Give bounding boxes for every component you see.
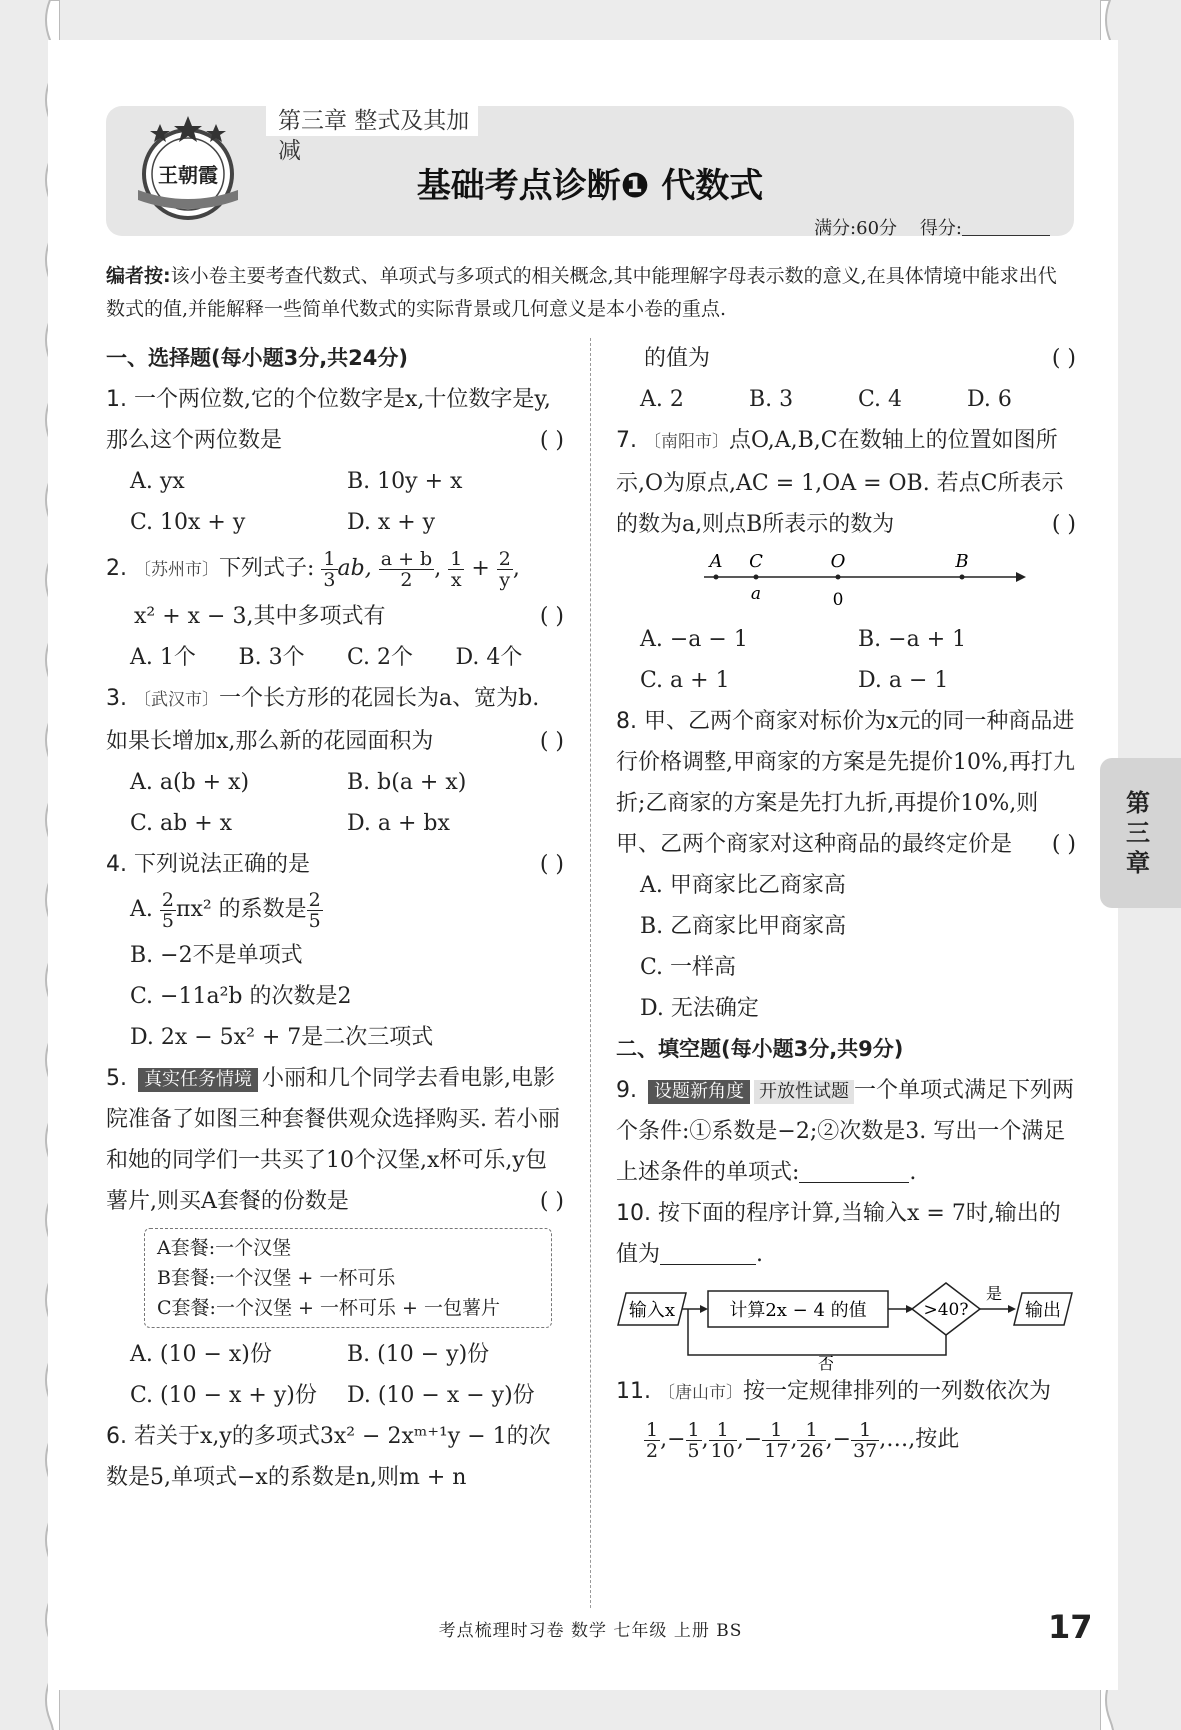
header-banner bbox=[106, 106, 1074, 239]
column-divider bbox=[590, 338, 591, 1608]
q5-options bbox=[106, 1334, 564, 1375]
q5-option-a[interactable]: A. (10 − x)份 bbox=[130, 1342, 272, 1367]
q6-option-a[interactable]: A. 2 bbox=[640, 387, 684, 412]
flow-calc-label: 计算2x − 4 的值 bbox=[729, 1300, 867, 1321]
q9-tag-1: 设题新角度 bbox=[648, 1080, 750, 1104]
q1-options bbox=[106, 461, 564, 502]
score-label: 得分: bbox=[919, 218, 962, 239]
q11-separator: , bbox=[701, 1427, 709, 1452]
q6-option-c[interactable]: C. 4 bbox=[858, 387, 903, 412]
point-o-dot bbox=[836, 575, 841, 580]
page-title: 基础考点诊断❶ 代数式 bbox=[416, 166, 764, 206]
right-column bbox=[616, 338, 1076, 1466]
q11-sequence bbox=[616, 1414, 1076, 1466]
q2-fraction-3: $\frac{1}{x}$ bbox=[450, 547, 463, 591]
q7-option-a[interactable]: A. −a − 1 bbox=[640, 627, 748, 652]
q2-comma: , bbox=[434, 556, 442, 581]
flow-no-label: 否 bbox=[817, 1354, 835, 1371]
logo-text: 王朝霞 bbox=[158, 163, 218, 187]
q8-number: 8. bbox=[616, 709, 637, 734]
q11-fraction-6: $\frac{1}{37}$ bbox=[853, 1418, 878, 1462]
q2-option-a[interactable]: A. 1个 bbox=[130, 645, 196, 670]
q4-option-c[interactable]: C. −11a²b 的次数是2 bbox=[130, 984, 352, 1009]
full-score: 满分:60分 bbox=[814, 218, 898, 239]
q8-option-a[interactable]: A. 甲商家比乙商家高 bbox=[640, 873, 846, 898]
q6-number: 6. bbox=[106, 1424, 127, 1449]
q3-options-row2 bbox=[106, 803, 564, 844]
q11-fraction-4: $\frac{1}{17}$ bbox=[764, 1418, 789, 1462]
q11-tail: ,…,按此 bbox=[879, 1427, 960, 1452]
q9-text: 一个单项式满足下列两个条件:①系数是−2;②次数是3. 写出一个满足上述条件的单项式: bbox=[616, 1078, 1075, 1185]
q7-answer-paren[interactable]: ( ) bbox=[1051, 512, 1076, 537]
q4-option-a-label: A. bbox=[130, 897, 153, 922]
q5-option-b[interactable]: B. (10 − y)份 bbox=[347, 1342, 490, 1367]
q10-number: 10. bbox=[616, 1201, 651, 1226]
q8-option-b[interactable]: B. 乙商家比甲商家高 bbox=[640, 914, 847, 939]
question-1 bbox=[106, 379, 564, 461]
q5-menu-a: A套餐:一个汉堡 bbox=[157, 1237, 292, 1259]
q2-term-ab: ab, bbox=[337, 556, 372, 581]
page-footer: 考点梳理时习卷 数学 七年级 上册 BS bbox=[438, 1621, 743, 1641]
q5-answer-paren[interactable]: ( ) bbox=[539, 1189, 564, 1214]
question-2 bbox=[106, 543, 564, 596]
q5-options-row2 bbox=[106, 1375, 564, 1416]
q11-text: 按一定规律排列的一列数依次为 bbox=[743, 1379, 1052, 1404]
q7-option-d[interactable]: D. a − 1 bbox=[858, 668, 949, 693]
q1-option-a[interactable]: A. yx bbox=[130, 469, 185, 494]
q8-answer-paren[interactable]: ( ) bbox=[1051, 832, 1076, 857]
q4-option-b[interactable]: B. −2不是单项式 bbox=[130, 943, 303, 968]
point-c-dot bbox=[754, 575, 759, 580]
q10-end: . bbox=[756, 1242, 764, 1267]
q1-text: 一个两位数,它的个位数字是x,十位数字是y,那么这个两位数是 bbox=[106, 387, 551, 453]
q9-number: 9. bbox=[616, 1078, 637, 1103]
point-o-value: 0 bbox=[832, 590, 844, 610]
point-b-dot bbox=[960, 575, 965, 580]
q7-option-c[interactable]: C. a + 1 bbox=[640, 668, 730, 693]
point-o-label: O bbox=[830, 551, 846, 572]
q2-source: 〔苏州市〕 bbox=[134, 560, 219, 580]
q5-menu-c: C套餐:一个汉堡 + 一杯可乐 + 一包薯片 bbox=[157, 1297, 500, 1319]
q4-option-a-frac2: $\frac{2}{5}$ bbox=[308, 888, 321, 932]
q9-end: . bbox=[909, 1160, 917, 1185]
flow-yes-label: 是 bbox=[985, 1284, 1003, 1303]
q8-text: 甲、乙两个商家对标价为x元的同一种商品进行价格调整,甲商家的方案是先提价10%,再打九折;乙商家的方案是先打九折,再提价10%,则甲、乙两个商家对这种商品的最终定价是 bbox=[616, 709, 1075, 857]
q6-answer-paren[interactable]: ( ) bbox=[1051, 346, 1076, 371]
q6-text: 若关于x,y的多项式3x² − 2xᵐ⁺¹y − 1的次数是5,单项式−x的系数是n,则m + n bbox=[106, 1424, 551, 1490]
q2-option-d[interactable]: D. 4个 bbox=[455, 645, 523, 670]
q7-option-b[interactable]: B. −a + 1 bbox=[858, 627, 967, 652]
question-11 bbox=[616, 1371, 1076, 1414]
q5-option-d[interactable]: D. (10 − x − y)份 bbox=[347, 1383, 535, 1408]
q9-tag-2: 开放性试题 bbox=[754, 1080, 854, 1104]
q11-fraction-3: $\frac{1}{10}$ bbox=[710, 1418, 735, 1462]
q3-text: 一个长方形的花园长为a、宽为b. 如果长增加x,那么新的花园面积为 bbox=[106, 686, 540, 754]
q3-option-c[interactable]: C. ab + x bbox=[130, 811, 233, 836]
q5-option-c[interactable]: C. (10 − x + y)份 bbox=[130, 1383, 317, 1408]
q2-text-line2 bbox=[106, 596, 564, 637]
q5-menu-box bbox=[144, 1228, 552, 1328]
q6-options bbox=[616, 379, 1076, 420]
q7-options-row2 bbox=[616, 660, 1076, 701]
q3-source: 〔武汉市〕 bbox=[134, 690, 219, 710]
q1-answer-paren[interactable]: ( ) bbox=[539, 428, 564, 453]
q4-option-a-text: πx² 的系数是 bbox=[175, 897, 307, 922]
editor-note bbox=[106, 260, 1074, 326]
q2-number: 2. bbox=[106, 556, 127, 581]
flow-arrow-icon bbox=[700, 1305, 708, 1313]
flow-cond-label: >40? bbox=[923, 1300, 969, 1320]
section-fill-title: 二、填空题(每小题3分,共9分) bbox=[616, 1037, 904, 1061]
q2-answer-paren[interactable]: ( ) bbox=[539, 604, 564, 629]
question-5 bbox=[106, 1058, 564, 1222]
q10-flowchart bbox=[616, 1275, 1076, 1371]
editor-note-label: 编者按: bbox=[106, 265, 171, 287]
q2-fraction-2: $\frac{a + b}{2}$ bbox=[380, 547, 433, 591]
q2-text-b: x² + x − 3,其中多项式有 bbox=[134, 604, 386, 629]
q4-number: 4. bbox=[106, 852, 127, 877]
q11-separator: ,− bbox=[660, 1427, 686, 1452]
left-column bbox=[106, 338, 564, 1498]
number-line-arrow-icon bbox=[1016, 572, 1026, 582]
q3-options bbox=[106, 762, 564, 803]
q9-answer-blank[interactable] bbox=[799, 1160, 909, 1183]
q3-option-b[interactable]: B. b(a + x) bbox=[347, 770, 467, 795]
q3-option-a[interactable]: A. a(b + x) bbox=[130, 770, 250, 795]
q6-continued bbox=[616, 338, 1076, 379]
q7-source: 〔南阳市〕 bbox=[644, 432, 729, 452]
q2-fraction-1: $\frac{1}{3}$ bbox=[323, 547, 336, 591]
q4-option-a[interactable] bbox=[106, 885, 564, 935]
q3-option-d[interactable]: D. a + bx bbox=[347, 811, 450, 836]
q11-separator: , bbox=[790, 1427, 798, 1452]
flow-input-label: 输入x bbox=[628, 1300, 676, 1321]
q3-number: 3. bbox=[106, 686, 127, 711]
q8-option-d[interactable]: D. 无法确定 bbox=[640, 996, 759, 1021]
question-9 bbox=[616, 1070, 1076, 1193]
q4-answer-paren[interactable]: ( ) bbox=[539, 852, 564, 877]
flow-arrow-icon-3 bbox=[1008, 1305, 1016, 1313]
q6-option-d[interactable]: D. 6 bbox=[967, 387, 1012, 412]
q11-separator: ,− bbox=[825, 1427, 852, 1452]
q11-fraction-2: $\frac{1}{5}$ bbox=[687, 1418, 700, 1462]
point-c-value: a bbox=[750, 584, 762, 604]
point-c-label: C bbox=[749, 551, 763, 572]
q7-options bbox=[616, 619, 1076, 660]
q1-number: 1. bbox=[106, 387, 127, 412]
q11-source: 〔唐山市〕 bbox=[658, 1383, 743, 1403]
q2-plus: + bbox=[471, 556, 490, 581]
question-8 bbox=[616, 701, 1076, 865]
question-10 bbox=[616, 1193, 1076, 1275]
chapter-side-tab-label: 第三章 bbox=[1126, 789, 1150, 877]
chapter-side-tab[interactable] bbox=[1100, 758, 1181, 908]
q11-fraction-5: $\frac{1}{26}$ bbox=[799, 1418, 824, 1462]
q10-text: 按下面的程序计算,当输入x = 7时,输出的值为 bbox=[616, 1201, 1061, 1267]
q11-number: 11. bbox=[616, 1379, 651, 1404]
q5-text: 小丽和几个同学去看电影,电影院准备了如图三种套餐供观众选择购买. 若小丽和她的同学们一共买了10个汉堡,x杯可乐,y包薯片,则买A套餐的份数是 bbox=[106, 1066, 560, 1214]
q8-option-c[interactable]: C. 一样高 bbox=[640, 955, 737, 980]
page-number: 17 bbox=[1048, 1608, 1093, 1646]
q4-option-a-frac: $\frac{2}{5}$ bbox=[161, 888, 174, 932]
q10-answer-blank[interactable] bbox=[660, 1242, 756, 1265]
q5-menu-b: B套餐:一个汉堡 + 一杯可乐 bbox=[157, 1267, 396, 1289]
q1-option-c[interactable]: C. 10x + y bbox=[130, 510, 246, 535]
q1-option-b[interactable]: B. 10y + x bbox=[347, 469, 463, 494]
publisher-logo-icon bbox=[136, 112, 240, 224]
question-6 bbox=[106, 1416, 564, 1498]
q5-number: 5. bbox=[106, 1066, 127, 1091]
q1-options-row2 bbox=[106, 502, 564, 543]
q6-option-b[interactable]: B. 3 bbox=[749, 387, 794, 412]
q7-number-line bbox=[616, 545, 1076, 619]
point-a-label: A bbox=[709, 551, 723, 572]
q2-fraction-4: $\frac{2}{y}$ bbox=[498, 547, 511, 591]
q4-text: 下列说法正确的是 bbox=[134, 852, 311, 877]
section-choice-title: 一、选择题(每小题3分,共24分) bbox=[106, 346, 409, 370]
q2-option-c[interactable]: C. 2个 bbox=[347, 645, 414, 670]
q11-fraction-1: $\frac{1}{2}$ bbox=[646, 1418, 659, 1462]
question-4 bbox=[106, 844, 564, 885]
q2-comma-2: , bbox=[512, 556, 520, 581]
q6-text-cont: 的值为 bbox=[644, 346, 711, 371]
point-a-dot bbox=[714, 575, 719, 580]
q11-separator: ,− bbox=[736, 1427, 763, 1452]
q4-option-d[interactable]: D. 2x − 5x² + 7是二次三项式 bbox=[130, 1025, 434, 1050]
question-3 bbox=[106, 678, 564, 762]
q7-number: 7. bbox=[616, 428, 637, 453]
point-b-label: B bbox=[955, 551, 969, 572]
q11-fractions bbox=[644, 1418, 879, 1462]
q2-option-b[interactable]: B. 3个 bbox=[238, 645, 305, 670]
chapter-label: 第三章 整式及其加减 bbox=[266, 106, 478, 136]
editor-note-text: 该小卷主要考查代数式、单项式与多项式的相关概念,其中能理解字母表示数的意义,在具体情境中能求出代数式的值,并能解释一些简单代数式的实际背景或几何意义是本小卷的重点. bbox=[106, 265, 1057, 320]
q7-text: 点O,A,B,C在数轴上的位置如图所示,O为原点,AC = 1,OA = OB. 若点C所表示的数为a,则点B所表示的数为 bbox=[616, 428, 1064, 537]
score-line bbox=[814, 214, 1050, 240]
q3-answer-paren[interactable]: ( ) bbox=[539, 729, 564, 754]
q1-option-d[interactable]: D. x + y bbox=[347, 510, 436, 535]
flow-output-label: 输出 bbox=[1025, 1300, 1061, 1321]
question-7 bbox=[616, 420, 1076, 545]
q2-text-a: 下列式子: bbox=[219, 556, 315, 581]
score-blank bbox=[962, 217, 1050, 236]
q2-options bbox=[106, 637, 564, 678]
q5-tag: 真实任务情境 bbox=[138, 1068, 258, 1092]
